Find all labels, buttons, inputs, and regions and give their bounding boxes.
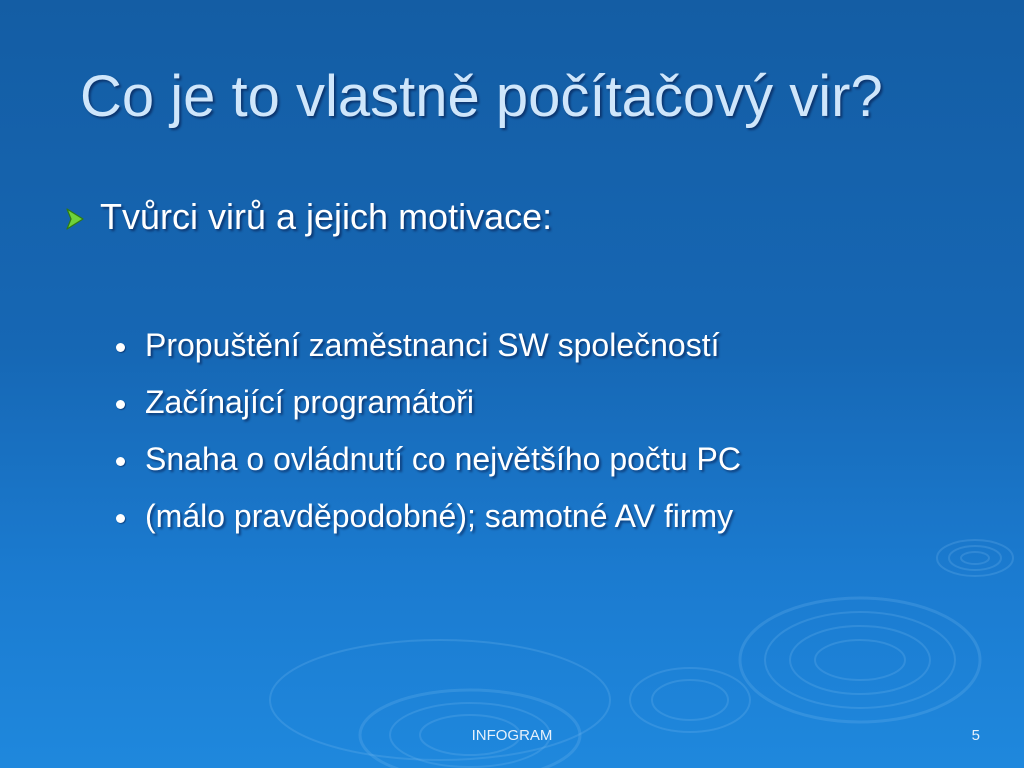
sub-bullet-list (116, 316, 741, 544)
sub-bullet-text: Začínající programátoři (145, 383, 475, 420)
arrow-bullet-icon (62, 206, 88, 232)
sub-bullet-item (116, 430, 741, 487)
bullet-dot-icon (116, 514, 125, 523)
sub-bullet-text: (málo pravděpodobné); samotné AV firmy (145, 497, 734, 534)
slide-page-number: 5 (971, 727, 980, 744)
slide-footer: INFOGRAM (471, 727, 553, 744)
bullet-dot-icon (116, 343, 125, 352)
sub-bullet-item (116, 373, 741, 430)
main-bullet-text: Tvůrci virů a jejich motivace: (100, 196, 553, 237)
sub-bullet-item (116, 316, 741, 373)
sub-bullet-item (116, 487, 741, 544)
bullet-dot-icon (116, 457, 125, 466)
sub-bullet-text: Snaha o ovládnutí co největšího počtu PC (145, 440, 741, 477)
sub-bullet-text: Propuštění zaměstnanci SW společností (145, 326, 720, 363)
slide-title: Co je to vlastně počítačový vir? (80, 64, 883, 129)
main-bullet (62, 192, 552, 242)
bullet-dot-icon (116, 400, 125, 409)
